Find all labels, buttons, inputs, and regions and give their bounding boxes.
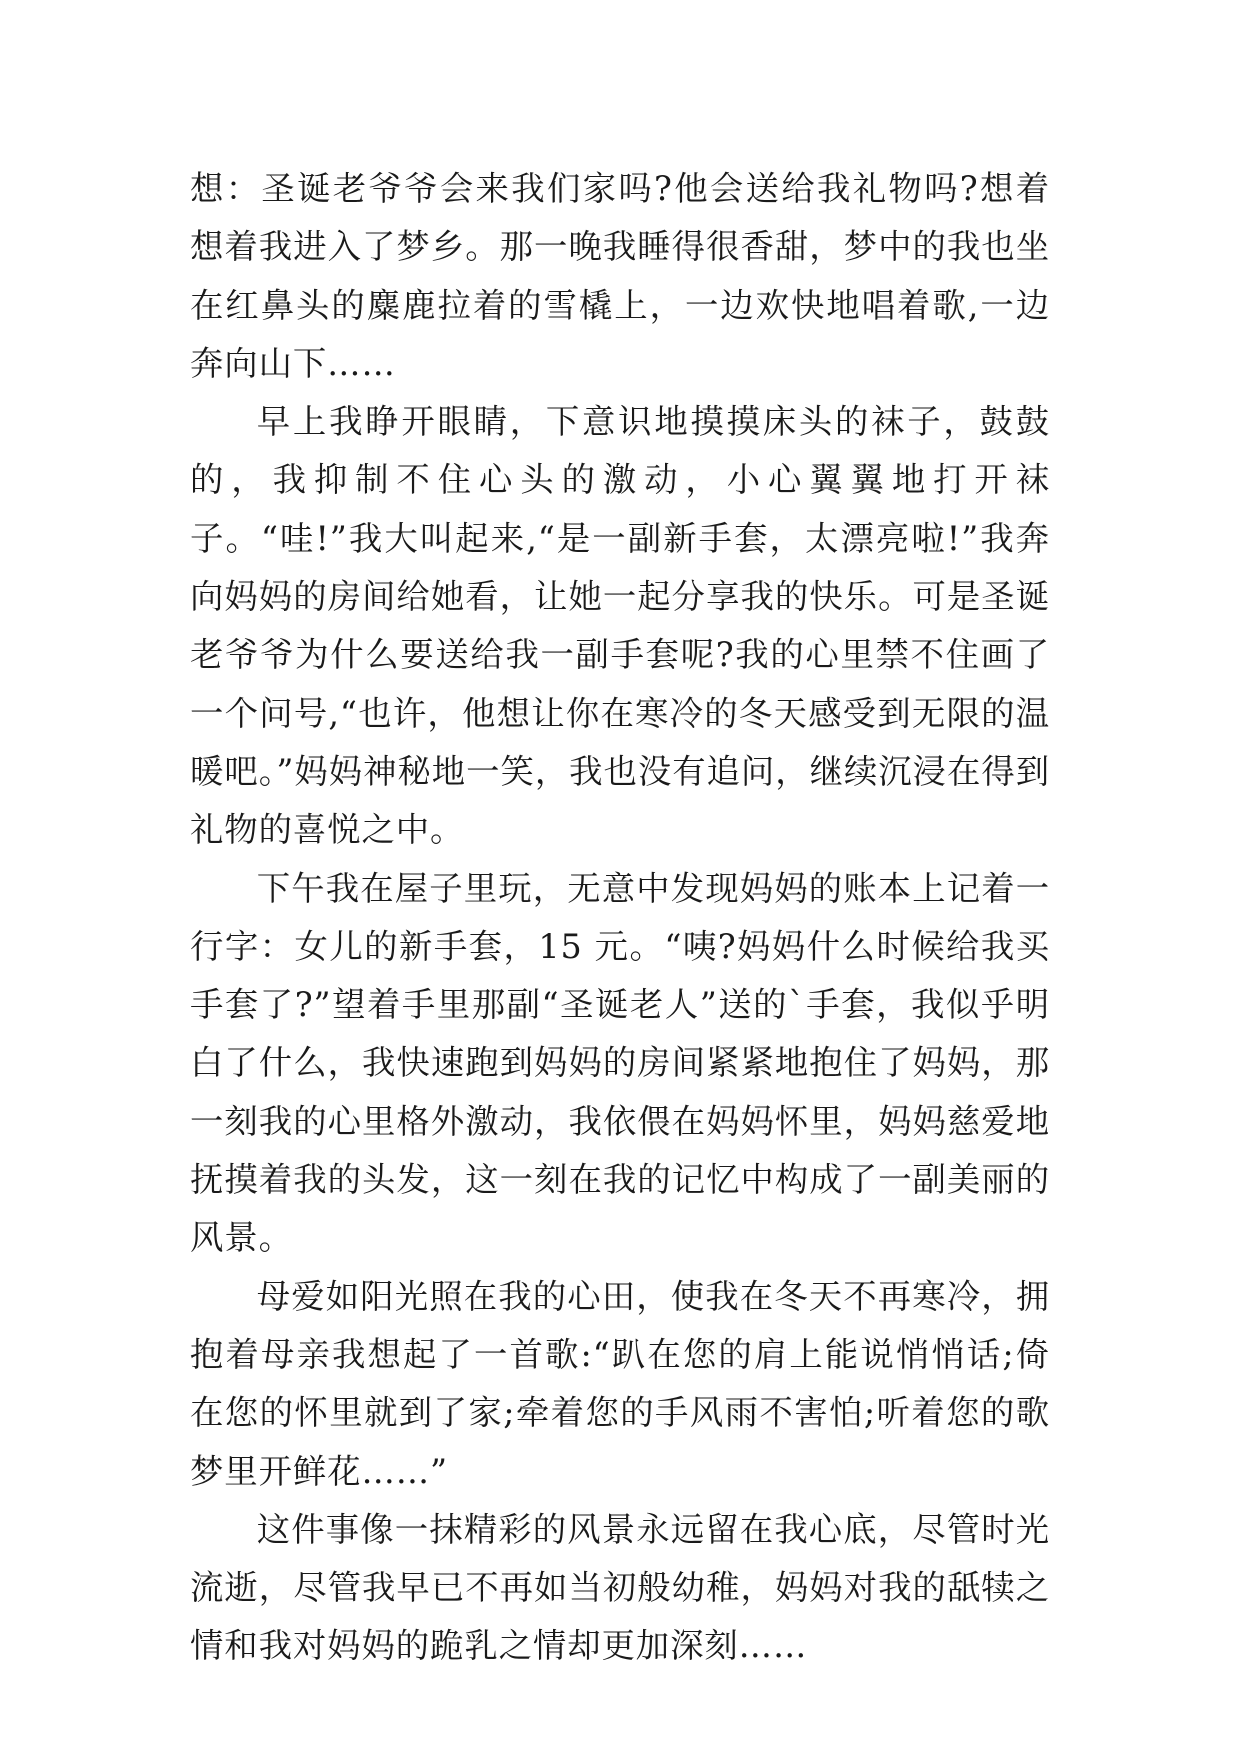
paragraph-1: 想：圣诞老爷爷会来我们家吗?他会送给我礼物吗?想着想着我进入了梦乡。那一晚我睡得很香甜，梦中的我也坐在红鼻头的麋鹿拉着的雪橇上，一边欢快地唱着歌,一边奔向山下…… — [190, 169, 1050, 383]
paragraph-3: 下午我在屋子里玩，无意中发现妈妈的账本上记着一行字：女儿的新手套，15 元。“咦?妈妈什么时候给我买手套了?”望着手里那副“圣诞老人”送的`手套，我似乎明白了什么，我快速跑到妈妈的房间紧紧地抱住了妈妈，那一刻我的心里格外激动，我依偎在妈妈怀里，妈妈慈爱地抚摸着我的头发，这一刻在我的记忆中构成了一副美丽的风景。 — [190, 868, 1050, 1258]
paragraph-2: 早上我睁开眼睛，下意识地摸摸床头的袜子，鼓鼓的，我抑制不住心头的激动，小心翼翼地打开袜子。“哇!”我大叫起来,“是一副新手套，太漂亮啦!”我奔向妈妈的房间给她看，让她一起分享我的快乐。可是圣诞老爷爷为什么要送给我一副手套呢?我的心里禁不住画了一个问号,“也许，他想让你在寒冷的冬天感受到无限的温暖吧。”妈妈神秘地一笑，我也没有追问，继续沉浸在得到礼物的喜悦之中。 — [190, 402, 1050, 850]
paragraph-5: 这件事像一抹精彩的风景永远留在我心底，尽管时光流逝，尽管我早已不再如当初般幼稚，妈妈对我的舐犊之情和我对妈妈的跪乳之情却更加深刻…… — [190, 1509, 1050, 1666]
document-body — [190, 160, 1050, 1676]
paragraph-4: 母爱如阳光照在我的心田，使我在冬天不再寒冷，拥抱着母亲我想起了一首歌:“趴在您的肩上能说悄悄话;倚在您的怀里就到了家;牵着您的手风雨不害怕;听着您的歌梦里开鲜花……” — [190, 1276, 1050, 1491]
